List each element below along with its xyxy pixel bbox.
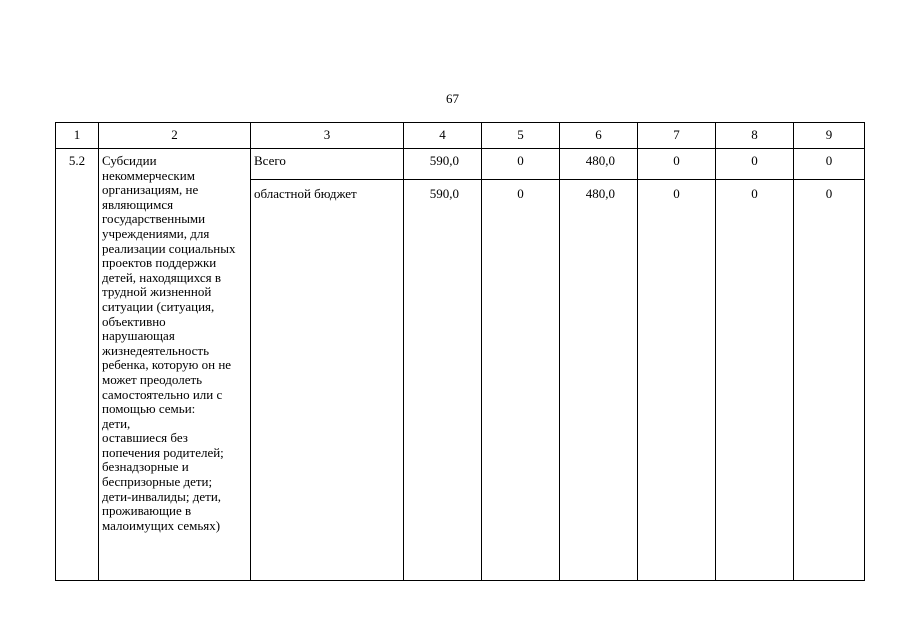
value-cell: 0 [638,180,716,581]
value-cell: 0 [794,149,865,180]
value-cell: 480,0 [560,180,638,581]
value-cell: 0 [716,180,794,581]
header-cell: 4 [404,123,482,149]
header-cell: 3 [251,123,404,149]
header-cell: 5 [482,123,560,149]
value-cell: 0 [638,149,716,180]
source-name-cell: областной бюджет [251,180,404,581]
row-id-cell: 5.2 [56,149,99,581]
budget-table [55,122,865,581]
header-cell: 1 [56,123,99,149]
value-cell: 0 [794,180,865,581]
table-header-row [56,123,865,149]
value-cell: 0 [482,180,560,581]
header-cell: 9 [794,123,865,149]
value-cell: 480,0 [560,149,638,180]
row-description-cell: Субсидии некоммерческим организациям, не являющимся государственными учреждениями, для реализации социальных проектов поддержки детей, находящихся в трудной жизненной ситуации (ситуация, объективно нарушающая жизнедеятельность ребенка, которую он не может преодолеть самостоятельно или с помощью семьи: дети, оставшиеся без попечения родителей; безнадзорные и беспризорные дети; дети-инвалиды; дети, проживающие в малоимущих семьях) [99,149,251,581]
value-cell: 590,0 [404,180,482,581]
header-cell: 8 [716,123,794,149]
header-cell: 7 [638,123,716,149]
header-cell: 6 [560,123,638,149]
source-name-cell: Всего [251,149,404,180]
value-cell: 0 [716,149,794,180]
value-cell: 590,0 [404,149,482,180]
table-row [56,149,865,180]
value-cell: 0 [482,149,560,180]
page-number: 67 [446,91,459,106]
header-cell: 2 [99,123,251,149]
